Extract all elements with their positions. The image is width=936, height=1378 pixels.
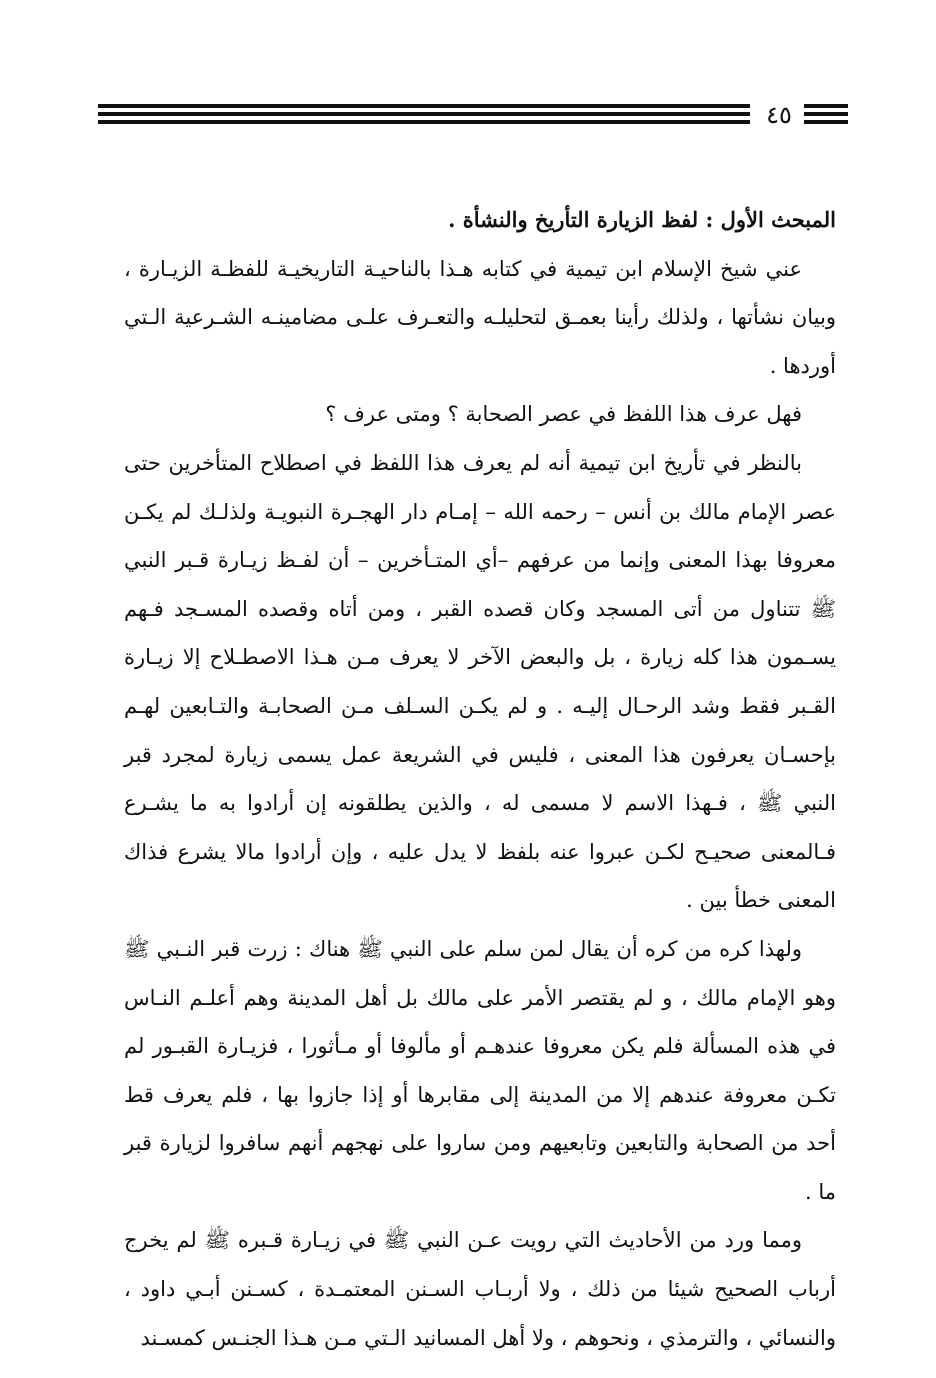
section-label: المبحث الأول (720, 207, 836, 232)
paragraph-5: ومما ورد من الأحاديث التي رويت عـن النبي ﷺ في زيـارة قـبره ﷺ لم يخرج أرباب الصحيح شيئا من ذلك ، ولا أربـاب السـنن المعتمـدة ، كسـنن أبـي داود ، والنسائي ، والترمذي ، ونحوهم ، ولا أهل المسانيد الـتي مـن هـذا الجنـس كمسـند (124, 1228, 836, 1350)
header-rule-right (804, 104, 848, 124)
section-separator: : (698, 207, 721, 232)
paragraph-4: ولهذا كره من كره أن يقال لمن سلم على النبي ﷺ هناك : زرت قبر النـبي ﷺ وهو الإمام مالك ، و لم يقتصر الأمر على مالك بل أهل المدينة وهم أعلـم النـاس في هذه المسألة فلم يكن معروفا عندهـم أو مألوفا أو مـأثورا ، فزيـارة القبـور لم تكـن معروفة عندهم إلا من المدينة إلى مقابرها أو إذا جازوا بها ، فلم يعرف قط أحد من الصحابة والتابعين وتابعيهم ومن ساروا على نهجهم أنهم سافروا لزيارة قبر ما . (124, 936, 836, 1204)
paragraph-3: بالنظر في تأريخ ابن تيمية أنه لم يعرف هذا اللفظ في اصطلاح المتأخرين حتى عصر الإمام مالك بن أنس – رحمه الله – إمـام دار الهجـرة النبويـة ولذلـك لم يكـن معروفا بهذا المعنى وإنما من عرفهم –أي المتـأخرين – أن لفـظ زيـارة قـبر النبي ﷺ تتناول من أتى المسجد وكان قصده القبر ، ومن أتاه وقصده المسـجد فـهم يسـمون هذا كله زيارة ، بل والبعض الآخر لا يعرف مـن هـذا الاصطـلاح إلا زيـارة القـبر فقط وشد الرحـال إليـه . و لم يكـن السـلف مـن الصحابـة والتـابعين لهـم بإحسـان يعرفون هذا المعنى ، فليس في الشريعة عمل يسمى زيارة لمجرد قبر النبي ﷺ ، فـهذا الاسم لا مسمى له ، والذين يطلقونه إن أرادوا به ما يشـرع فـالمعنى صحيـح لكـن عبروا عنه بلفظ لا يدل عليه ، وإن أرادوا مالا يشرع فذاك المعنى خطأ بين . (124, 450, 836, 913)
page-number: ٤٥ (766, 101, 792, 129)
paragraph-2: فهل عرف هذا اللفظ في عصر الصحابة ؟ ومتى عرف ؟ (325, 402, 802, 427)
body-text (124, 196, 836, 1362)
section-title: لفظ الزيارة التأريخ والنشأة . (448, 207, 699, 232)
section-heading (124, 196, 836, 245)
paragraph-1: عني شيخ الإسلام ابن تيمية في كتابه هـذا بالناحيـة التاريخيـة للفظـة الزيـارة ، وبيان نشأتها ، ولذلك رأينا بعمـق لتحليلـه والتعـرف علـى مضامينـه الشـرعية الـتي أوردها . (124, 256, 836, 378)
header-rule-left (98, 104, 750, 124)
